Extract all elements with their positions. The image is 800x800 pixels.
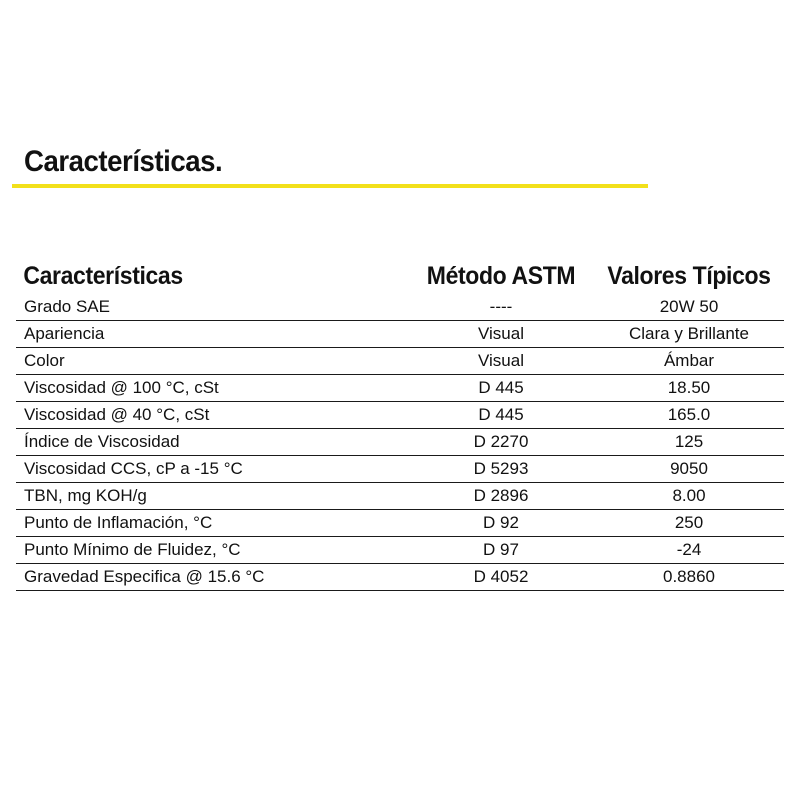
cell-characteristic: Viscosidad @ 40 °C, cSt [24, 405, 210, 424]
header-typical-values: Valores Típicos [607, 261, 771, 290]
cell-typical-value: 9050 [670, 459, 708, 478]
header-characteristics: Características [23, 261, 183, 290]
cell-characteristic: Color [24, 351, 65, 370]
table-row [16, 321, 784, 348]
cell-astm-method: D 5293 [473, 459, 529, 478]
cell-typical-value: Ámbar [663, 351, 715, 370]
cell-characteristic: Gravedad Especifica @ 15.6 °C [24, 567, 265, 586]
cell-typical-value: 0.8860 [663, 567, 715, 586]
table-row [16, 294, 784, 321]
section-title: Características. [24, 145, 223, 178]
cell-characteristic: Punto de Inflamación, °C [24, 513, 213, 532]
cell-characteristic: Índice de Viscosidad [24, 432, 180, 451]
table-row [16, 456, 784, 483]
cell-typical-value: 125 [674, 432, 704, 451]
cell-typical-value: 20W 50 [659, 297, 719, 316]
cell-astm-method: D 92 [483, 513, 519, 532]
cell-astm-method: D 2896 [473, 486, 529, 505]
table-body [16, 294, 784, 591]
table-row [16, 348, 784, 375]
cell-typical-value: 250 [674, 513, 704, 532]
table-row [16, 402, 784, 429]
cell-characteristic: Viscosidad @ 100 °C, cSt [24, 378, 219, 397]
cell-astm-method: Visual [478, 324, 524, 343]
table-header-row [16, 258, 784, 294]
table-row [16, 483, 784, 510]
cell-typical-value: Clara y Brillante [629, 324, 749, 343]
cell-characteristic: Apariencia [24, 324, 105, 343]
cell-characteristic: Viscosidad CCS, cP a -15 °C [24, 459, 243, 478]
header-astm-method: Método ASTM [426, 261, 576, 290]
cell-astm-method: Visual [478, 351, 524, 370]
cell-typical-value: 8.00 [672, 486, 706, 505]
cell-astm-method: ---- [489, 297, 513, 316]
cell-astm-method: D 4052 [473, 567, 529, 586]
cell-astm-method: D 97 [483, 540, 519, 559]
table-row [16, 429, 784, 456]
cell-characteristic: TBN, mg KOH/g [24, 486, 147, 505]
cell-typical-value: 18.50 [667, 378, 711, 397]
table-row [16, 375, 784, 402]
cell-characteristic: Punto Mínimo de Fluidez, °C [24, 540, 241, 559]
cell-astm-method: D 445 [478, 405, 524, 424]
title-underline [12, 184, 648, 188]
specifications-table [16, 258, 784, 591]
cell-characteristic: Grado SAE [24, 297, 110, 316]
cell-astm-method: D 2270 [473, 432, 529, 451]
table-row [16, 564, 784, 591]
cell-astm-method: D 445 [478, 378, 524, 397]
cell-typical-value: 165.0 [667, 405, 711, 424]
table-row [16, 510, 784, 537]
table-row [16, 537, 784, 564]
cell-typical-value: -24 [676, 540, 702, 559]
